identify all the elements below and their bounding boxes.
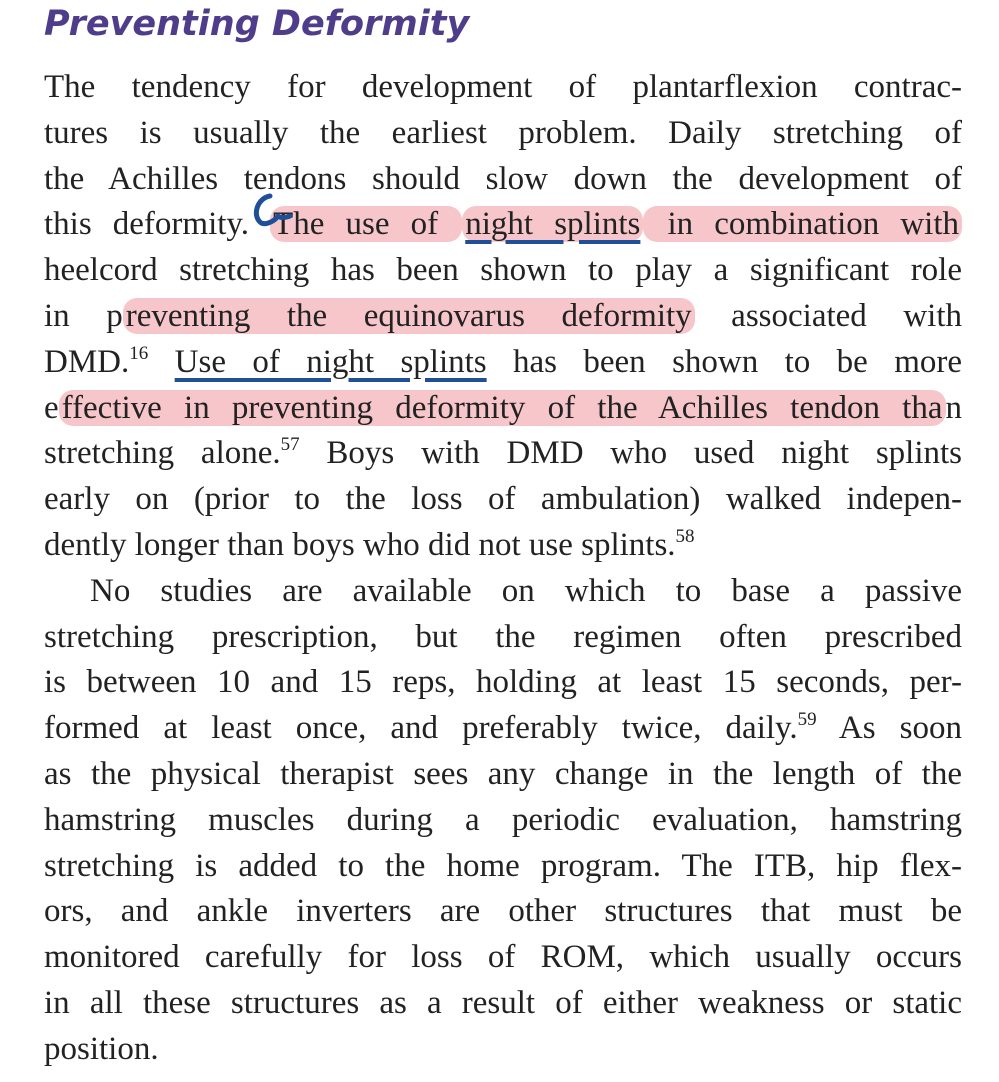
citation-number: 16 <box>129 342 149 364</box>
text-line <box>44 476 962 522</box>
text-line <box>44 201 962 247</box>
text-line <box>44 156 962 202</box>
text-segment: the Achilles tendons should slow down the development of <box>44 160 962 197</box>
section-heading: Preventing Deformity <box>44 4 470 44</box>
citation-number: 57 <box>280 434 300 456</box>
text-segment: hamstring muscles during a periodic evaluation, hamstring <box>44 801 962 838</box>
highlighted-text: reventing the equinovarus deformity <box>123 298 695 334</box>
text-segment: n <box>945 389 962 426</box>
text-segment: The tendency for development of plantarflexion contrac- <box>44 69 962 105</box>
text-segment: heelcord stretching has been shown to play a significant role <box>44 252 962 289</box>
text-segment: in all these structures as a result of either weakness or static <box>44 985 962 1021</box>
text-line <box>44 293 962 339</box>
citation-number: 59 <box>797 709 817 731</box>
text-line <box>44 751 962 797</box>
text-segment: As soon <box>816 710 962 747</box>
citation-number: 58 <box>675 526 695 547</box>
text-line <box>44 430 962 476</box>
text-segment: monitored carefully for loss of ROM, which usually occurs <box>44 939 962 976</box>
highlighted-text: ffective in preventing deformity of the Achilles tendon tha <box>59 390 946 426</box>
text-line <box>44 659 962 705</box>
text-segment: e <box>44 389 59 426</box>
text-line <box>90 568 962 614</box>
text-segment: dently longer than boys who did not use splints. <box>44 527 676 563</box>
text-segment: associated with <box>694 298 962 334</box>
highlighted-text: The use of <box>270 206 462 242</box>
text-line <box>44 934 962 980</box>
text-line <box>44 797 962 843</box>
text-segment: as the physical therapist sees any change in the length of the <box>44 756 962 792</box>
text-line <box>44 110 962 156</box>
text-segment: stretching prescription, but the regimen often prescribed <box>44 618 962 655</box>
text-segment: in p <box>44 298 123 334</box>
text-segment <box>148 344 174 380</box>
underlined-text: Use of night splints <box>174 343 487 380</box>
text-segment: stretching alone. <box>44 435 281 472</box>
text-segment: is between 10 and 15 reps, holding at least 15 seconds, per- <box>44 664 962 701</box>
text-line <box>44 247 962 293</box>
text-line <box>44 888 962 934</box>
text-segment: DMD. <box>44 343 130 380</box>
text-segment: formed at least once, and preferably twice, daily. <box>44 710 798 747</box>
text-line <box>44 843 962 889</box>
text-line <box>44 1026 962 1072</box>
text-line <box>44 614 962 660</box>
text-segment: position. <box>44 1030 159 1067</box>
text-line <box>44 705 962 751</box>
text-segment: tures is usually the earliest problem. Daily stretching of <box>44 114 962 151</box>
text-segment: stretching is added to the home program. The ITB, hip flex- <box>44 847 962 884</box>
handwritten-c-mark-icon <box>248 188 298 234</box>
text-line <box>44 64 962 110</box>
highlighted-text: in combination with <box>643 206 962 242</box>
text-segment: has been shown to be more <box>486 343 963 380</box>
text-line <box>44 339 962 385</box>
text-segment: this deformity. <box>44 206 271 243</box>
highlighted-text: night splints <box>462 206 643 242</box>
text-segment: early on (prior to the loss of ambulation) walked indepen- <box>44 481 962 518</box>
text-line <box>44 385 962 431</box>
text-segment: Boys with DMD who used night splints <box>299 435 963 472</box>
text-segment: ors, and ankle inverters are other structures that must be <box>44 893 962 930</box>
text-segment: No studies are available on which to base a passive <box>90 572 962 609</box>
text-line <box>44 980 962 1026</box>
text-line <box>44 522 962 568</box>
